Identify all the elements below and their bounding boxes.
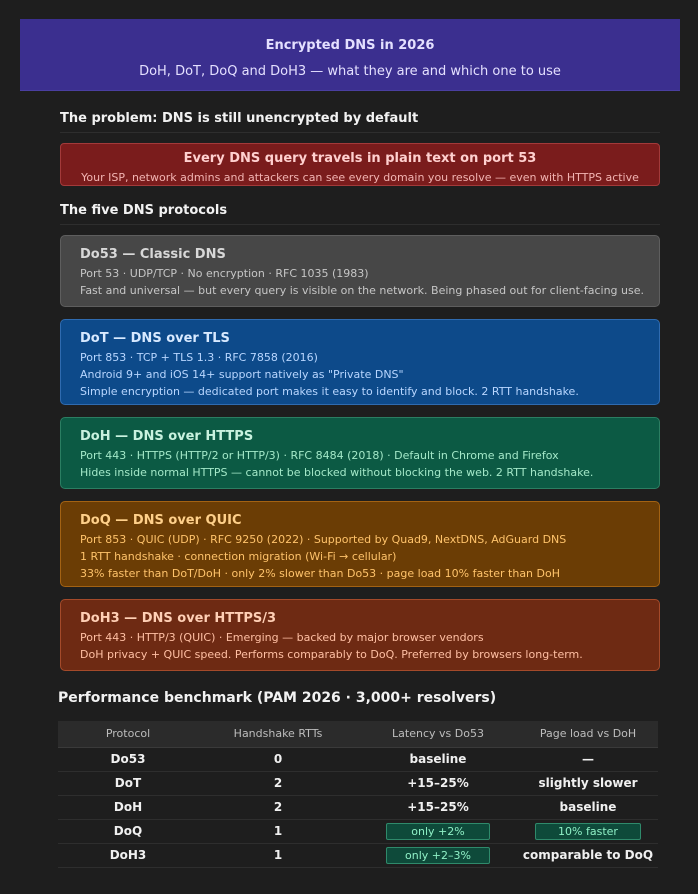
card-title: Do53 — Classic DNS: [80, 247, 226, 262]
problem-heading: The problem: DNS is still unencrypted by default: [60, 111, 660, 133]
card-line: DoH privacy + QUIC speed. Performs comparably to DoQ. Preferred by browsers long-term.: [80, 648, 583, 661]
column-header: Latency vs Do53: [358, 721, 518, 747]
card-doh: [60, 417, 660, 489]
alert-title: Every DNS query travels in plain text on port 53: [183, 151, 537, 166]
table-cell: [518, 819, 658, 843]
table-cell: 0: [198, 747, 358, 771]
card-do53: [60, 235, 660, 307]
card-line: Port 443 · HTTP/3 (QUIC) · Emerging — backed by major browser vendors: [80, 631, 484, 644]
card-line: Port 53 · UDP/TCP · No encryption · RFC 1035 (1983): [80, 267, 369, 280]
table-row: [58, 795, 658, 819]
card-line: Android 9+ and iOS 14+ support natively as "Private DNS": [80, 368, 404, 381]
benchmark-table: [58, 721, 658, 868]
table-cell: DoT: [58, 771, 198, 795]
table-cell: DoH3: [58, 843, 198, 867]
column-header: Handshake RTTs: [198, 721, 358, 747]
page-subtitle: DoH, DoT, DoQ and DoH3 — what they are and which one to use: [139, 64, 561, 79]
table-cell: —: [518, 747, 658, 771]
protocols-heading: The five DNS protocols: [60, 203, 660, 225]
table-row: [58, 819, 658, 843]
card-line: Fast and universal — but every query is visible on the network. Being phased out for client-facing use.: [80, 284, 644, 297]
highlight-pill: 10% faster: [535, 823, 641, 840]
table-cell: baseline: [358, 747, 518, 771]
table-cell: Do53: [58, 747, 198, 771]
table-cell: 2: [198, 771, 358, 795]
highlight-pill: only +2%: [386, 823, 490, 840]
table-row: [58, 771, 658, 795]
highlight-pill: only +2–3%: [386, 847, 490, 864]
alert-body: Your ISP, network admins and attackers can see every domain you resolve — even with HTTPS active: [81, 171, 639, 184]
card-line: 1 RTT handshake · connection migration (Wi-Fi → cellular): [80, 550, 397, 563]
table-cell: DoH: [58, 795, 198, 819]
table-row: [58, 747, 658, 771]
card-dot: [60, 319, 660, 405]
card-line: Port 443 · HTTPS (HTTP/2 or HTTP/3) · RFC 8484 (2018) · Default in Chrome and Firefox: [80, 449, 559, 462]
page-title: Encrypted DNS in 2026: [265, 38, 435, 53]
card-line: Port 853 · QUIC (UDP) · RFC 9250 (2022) · Supported by Quad9, NextDNS, AdGuard DNS: [80, 533, 567, 546]
table-cell: +15–25%: [358, 771, 518, 795]
card-line: Port 853 · TCP + TLS 1.3 · RFC 7858 (2016): [80, 351, 318, 364]
column-header: Page load vs DoH: [518, 721, 658, 747]
table-cell: 1: [198, 819, 358, 843]
table-cell: [358, 819, 518, 843]
card-line: Hides inside normal HTTPS — cannot be blocked without blocking the web. 2 RTT handshake.: [80, 466, 594, 479]
card-line: Simple encryption — dedicated port makes it easy to identify and block. 2 RTT handshake.: [80, 385, 579, 398]
table-header-row: [58, 721, 658, 747]
page-header: [20, 19, 680, 91]
card-title: DoH3 — DNS over HTTPS/3: [80, 611, 277, 626]
table-cell: baseline: [518, 795, 658, 819]
table-cell: DoQ: [58, 819, 198, 843]
table-cell: 1: [198, 843, 358, 867]
column-header: Protocol: [58, 721, 198, 747]
table-cell: [358, 843, 518, 867]
card-doq: [60, 501, 660, 587]
card-title: DoH — DNS over HTTPS: [80, 429, 254, 444]
table-cell: 2: [198, 795, 358, 819]
card-line: 33% faster than DoT/DoH · only 2% slower than Do53 · page load 10% faster than DoH: [80, 567, 560, 580]
table-cell: +15–25%: [358, 795, 518, 819]
card-title: DoQ — DNS over QUIC: [80, 513, 242, 528]
table-row: [58, 843, 658, 867]
card-title: DoT — DNS over TLS: [80, 331, 230, 346]
benchmark-heading: Performance benchmark (PAM 2026 · 3,000+ resolvers): [58, 690, 497, 706]
table-cell: comparable to DoQ: [518, 843, 658, 867]
table-cell: slightly slower: [518, 771, 658, 795]
card-doh3: [60, 599, 660, 671]
plaintext-alert: [60, 143, 660, 186]
